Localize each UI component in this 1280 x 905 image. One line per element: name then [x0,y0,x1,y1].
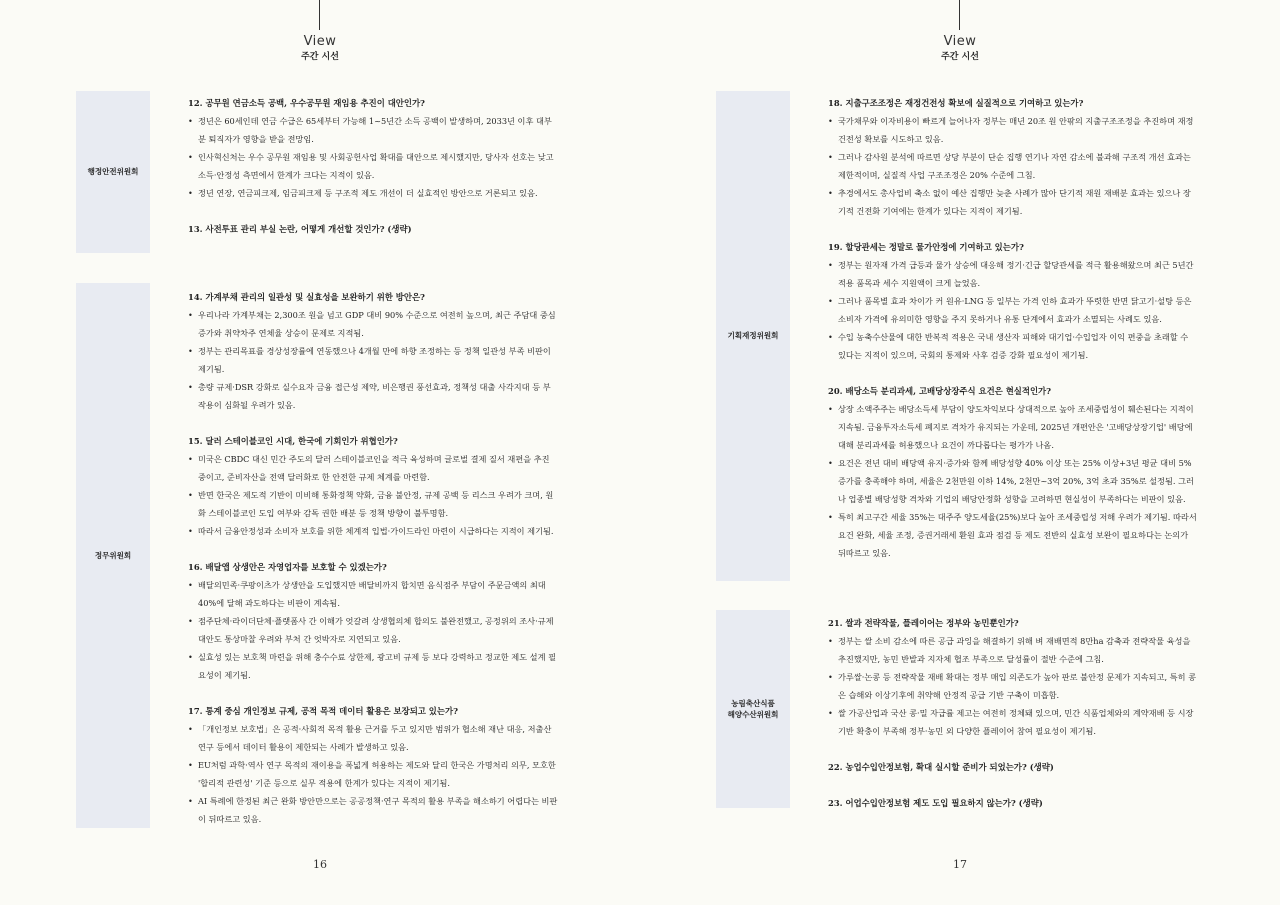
page-number: 16 [313,858,327,871]
right-page [640,0,1280,905]
question-heading: 15. 달러 스테이블코인 시대, 한국에 기회인가 위협인가? [188,436,398,446]
bullet-item: • 정년 연장, 연금피크제, 임금피크제 등 구조적 제도 개선이 더 실효적인 방안으로 거론되고 있음. [188,184,558,202]
header-view-label: View [943,34,977,49]
question-heading: 14. 가계부채 관리의 일관성 및 실효성을 보완하기 위한 방안은? [188,292,425,302]
question-heading: 19. 할당관세는 정말로 물가안정에 기여하고 있는가? [828,242,1024,252]
committee-section-public-admin [188,94,558,238]
bullet-item: • 추경에서도 총사업비 축소 없이 예산 집행만 늦춘 사례가 많아 단기적 재원 재배분 효과는 있으나 장기적 건전화 기여에는 한계가 있다는 지적이 제기됨. [828,184,1198,220]
page-number: 17 [953,858,967,871]
bullet-item: • 정부는 원자재 가격 급등과 물가 상승에 대응해 정기·긴급 할당관세를 적극 활용해왔으며 최근 5년간 적용 품목과 세수 지원액이 크게 늘었음. [828,256,1198,292]
header-divider-line [959,0,960,30]
bullet-item: • 점주단체·라이더단체·플랫폼사 간 이해가 엇갈려 상생협의체 합의도 불완전했고, 공정위의 조사·규제 대안도 통상마찰 우려와 부처 간 엇박자로 지연되고 있음. [188,612,558,648]
committee-section-political-affairs [188,288,558,828]
bullet-item: • 따라서 금융안정성과 소비자 보호를 위한 체계적 입법·가이드라인 마련이 시급하다는 지적이 제기됨. [188,522,558,540]
committee-label-agriculture-fisheries: 농림축산식품 해양수산위원회 [716,610,790,808]
bullet-item: • 국가채무와 이자비용이 빠르게 늘어나자 정부는 매년 20조 원 안팎의 지출구조조정을 추진하며 재정건전성 확보를 시도하고 있음. [828,112,1198,148]
question-heading: 22. 농업수입안정보험, 확대 실시할 준비가 되었는가? (생략) [828,762,1054,772]
committee-section-strategy-finance [828,94,1198,562]
bullet-item: • 「개인정보 보호법」은 공적·사회적 목적 활용 근거를 두고 있지만 범위가 협소해 재난 대응, 저출산 연구 등에서 데이터 활용이 제한되는 사례가 발생하고 있음. [188,720,558,756]
bullet-item: • 인사혁신처는 우수 공무원 재임용 및 사회공헌사업 확대를 대안으로 제시했지만, 당사자 선호는 낮고 소득·안정성 측면에서 한계가 크다는 지적이 있음. [188,148,558,184]
bullet-item: • 정부는 관리목표를 경상성장률에 연동했으나 4개월 만에 하향 조정하는 등 정책 일관성 부족 비판이 제기됨. [188,342,558,378]
bullet-item: • EU처럼 과학·역사 연구 목적의 재이용을 폭넓게 허용하는 제도와 달리 한국은 가명처리 의무, 모호한 '합리적 관련성' 기준 등으로 실무 적용에 한계가 있다는 지적이 제기됨. [188,756,558,792]
bullet-item: • 배달의민족·쿠팡이츠가 상생안을 도입했지만 배달비까지 합치면 음식점주 부담이 주문금액의 최대 40%에 달해 과도하다는 비판이 계속됨. [188,576,558,612]
header-subtitle: 주간 시선 [941,52,979,62]
bullet-item: • 실효성 있는 보호책 마련을 위해 충수수료 상한제, 광고비 규제 등 보다 강력하고 정교한 제도 설계 필요성이 제기됨. [188,648,558,684]
committee-label-strategy-finance: 기획재정위원회 [716,91,790,581]
bullet-item: • 정부는 쌀 소비 감소에 따른 공급 과잉을 해결하기 위해 벼 재배면적 8만ha 감축과 전략작물 육성을 추진했지만, 농민 반발과 지자체 협조 부족으로 달성률이 절반 수준에 그침. [828,632,1198,668]
bullet-item: • 특히 최고구간 세율 35%는 대주주 양도세율(25%)보다 높아 조세중립성 저해 우려가 제기됨. 따라서 요건 완화, 세율 조정, 증권거래세 환원 효과 점검 등 제도 전반의 실효성 보완이 필요하다는 논의가 뒤따르고 있음. [828,508,1198,562]
question-heading: 16. 배달앱 상생안은 자영업자를 보호할 수 있겠는가? [188,562,387,572]
bullet-item: • 미국은 CBDC 대신 민간 주도의 달러 스테이블코인을 적극 육성하며 글로벌 결제 질서 재편을 추진 중이고, 준비자산을 전액 달러화로 한 안전한 규제 체계를 마련함. [188,450,558,486]
bullet-item: • 상장 소액주주는 배당소득세 부담이 양도차익보다 상대적으로 높아 조세중립성이 훼손된다는 지적이 지속됨. 금융투자소득세 폐지로 격차가 유지되는 가운데, 2025년 개편안은 '고배당상장기업' 배당에 대해 분리과세를 허용했으나 요건이 까다롭다는 평가가 나옴. [828,400,1198,454]
committee-label-political-affairs: 정무위원회 [76,283,150,828]
question-heading: 20. 배당소득 분리과세, 고배당상장주식 요건은 현실적인가? [828,386,1052,396]
header-view-label: View [303,34,337,49]
bullet-item: • 그러나 감사원 분석에 따르면 상당 부분이 단순 집행 연기나 자연 감소에 불과해 구조적 개선 효과는 제한적이며, 실질적 사업 구조조정은 20% 수준에 그침. [828,148,1198,184]
bullet-item: • 요건은 전년 대비 배당액 유지·증가와 함께 배당성향 40% 이상 또는 25% 이상+3년 평균 대비 5% 증가를 충족해야 하며, 세율은 2천만원 이하 14%, 2천만~3억 20%, 3억 초과 35%로 설정됨. 그러나 업종별 배당성향 격차와 기업의 배당안정화 성향을 고려하면 현실성이 부족하다는 비판이 있음. [828,454,1198,508]
bullet-item: • 쌀 가공산업과 국산 콩·밀 자급률 제고는 여전히 정체돼 있으며, 민간 식품업체와의 계약재배 등 시장 기반 확충이 부족해 정부·농민 외 다양한 플레이어 참여 필요성이 제기됨. [828,704,1198,740]
header-subtitle: 주간 시선 [301,52,339,62]
bullet-item: • 가루쌀·논콩 등 전략작물 재배 확대는 정부 매입 의존도가 높아 판로 불안정 문제가 지속되고, 특히 콩은 습해와 이상기후에 취약해 안정적 공급 기반 구축이 미흡함. [828,668,1198,704]
bullet-item: • AI 특례에 한정된 최근 완화 방안만으로는 공공정책·연구 목적의 활용 부족을 해소하기 어렵다는 비판이 뒤따르고 있음. [188,792,558,828]
bullet-item: • 반면 한국은 제도적 기반이 미비해 통화정책 약화, 금융 불안정, 규제 공백 등 리스크 우려가 크며, 원화 스테이블코인 도입 여부와 감독 권한 배분 등 정책 방향이 불투명함. [188,486,558,522]
bullet-item: • 정년은 60세인데 연금 수급은 65세부터 가능해 1~5년간 소득 공백이 발생하며, 2033년 이후 대부분 퇴직자가 영향을 받을 전망임. [188,112,558,148]
committee-label-public-admin: 행정안전위원회 [76,91,150,253]
question-heading: 13. 사전투표 관리 부실 논란, 어떻게 개선할 것인가? (생략) [188,224,412,234]
question-heading: 12. 공무원 연금소득 공백, 우수공무원 재임용 추진이 대안인가? [188,98,425,108]
committee-section-agriculture-fisheries [828,614,1198,812]
bullet-item: • 그러나 품목별 효과 차이가 커 원유·LNG 등 일부는 가격 인하 효과가 뚜렷한 반면 닭고기·설탕 등은 소비자 가격에 유의미한 영향을 주지 못하거나 유통 단계에서 효과가 소멸되는 사례도 있음. [828,292,1198,328]
bullet-item: • 우리나라 가계부채는 2,300조 원을 넘고 GDP 대비 90% 수준으로 여전히 높으며, 최근 주담대 중심 증가와 취약차주 연체율 상승이 문제로 지적됨. [188,306,558,342]
bullet-item: • 수입 농축수산물에 대한 반복적 적용은 국내 생산자 피해와 대기업·수입업자 이익 편중을 초래할 수 있다는 지적이 있으며, 국회의 통제와 사후 검증 강화 필요성이 제기됨. [828,328,1198,364]
question-heading: 17. 통계 중심 개인정보 규제, 공적 목적 데이터 활용은 보장되고 있는가? [188,706,458,716]
question-heading: 18. 지출구조조정은 재정건전성 확보에 실질적으로 기여하고 있는가? [828,98,1084,108]
bullet-item: • 총량 규제·DSR 강화로 실수요자 금융 접근성 제약, 비은행권 풍선효과, 정책성 대출 사각지대 등 부작용이 심화될 우려가 있음. [188,378,558,414]
header-divider-line [319,0,320,30]
question-heading: 21. 쌀과 전략작물, 플레이어는 정부와 농민뿐인가? [828,618,1019,628]
question-heading: 23. 어업수입안정보험 제도 도입 필요하지 않는가? (생략) [828,798,1043,808]
